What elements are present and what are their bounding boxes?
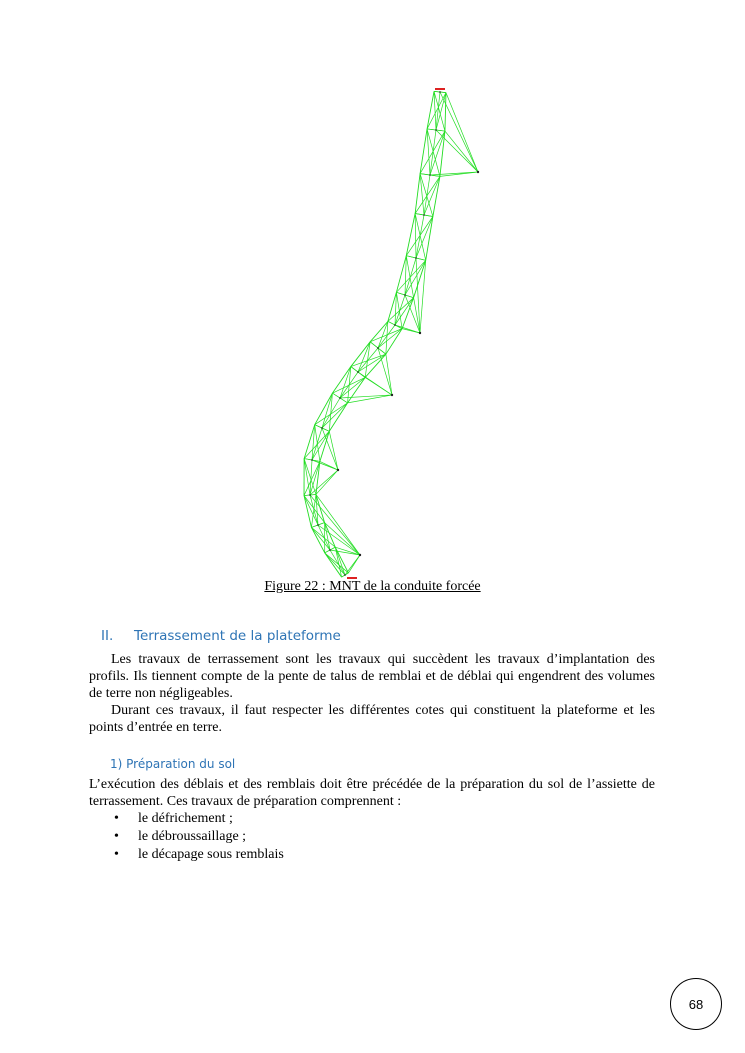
subsection-number: 1) bbox=[110, 757, 123, 771]
mesh-edge bbox=[318, 523, 325, 525]
mesh-edge bbox=[312, 431, 329, 460]
mesh-edge bbox=[415, 214, 424, 215]
mesh-edge bbox=[304, 459, 312, 460]
mesh-edge bbox=[388, 321, 395, 325]
mesh-edge bbox=[415, 214, 416, 258]
mesh-edge bbox=[406, 256, 416, 258]
paragraph-3: L’exécution des déblais et des remblais doit être précédée de la préparation du sol de l’assiette de terrassement. Ces travaux de préparation comprennent : bbox=[89, 777, 655, 809]
paragraph-2: Durant ces travaux, il faut respecter les différentes cotes qui constituent la plateforme et les points d’entrée en terre. bbox=[89, 703, 655, 735]
figure-caption: Figure 22 : MNT de la conduite forcée bbox=[264, 579, 481, 594]
mesh-edge bbox=[345, 555, 360, 575]
bullet-list bbox=[114, 810, 284, 864]
mesh-edge bbox=[395, 325, 420, 333]
mesh-vertex bbox=[423, 214, 425, 216]
mesh-edge bbox=[386, 329, 402, 355]
mesh-edge bbox=[420, 174, 430, 175]
mesh-edge bbox=[358, 372, 392, 395]
mesh-edge bbox=[311, 527, 335, 547]
mesh-vertex bbox=[419, 332, 421, 334]
mesh-edge bbox=[315, 425, 322, 428]
mesh-edge bbox=[311, 527, 324, 552]
mesh-edge bbox=[320, 431, 329, 461]
list-item: • le débroussaillage ; bbox=[114, 829, 247, 844]
mesh-vertex bbox=[344, 574, 346, 576]
mesh-vertex bbox=[321, 427, 323, 429]
mesh-edge bbox=[420, 260, 426, 333]
mesh-vertex bbox=[404, 294, 406, 296]
mesh-edge bbox=[445, 93, 446, 131]
bullet-icon: • bbox=[114, 811, 119, 826]
mesh-vertex bbox=[377, 347, 379, 349]
mesh-edge bbox=[340, 398, 348, 403]
mesh-vertex bbox=[477, 171, 479, 173]
mesh-edge bbox=[329, 403, 347, 431]
mesh-edge bbox=[370, 329, 402, 342]
mesh-edge bbox=[420, 129, 427, 174]
paragraph-1: Les travaux de terrassement sont les travaux qui succèdent les travaux d’implantation des profils. Ils tiennent compte de la pente de talus de remblai et de déblai qui engendrent des volumes de terre non négligeables. bbox=[89, 652, 655, 701]
mesh-edge bbox=[427, 129, 436, 130]
mesh-vertex bbox=[435, 129, 437, 131]
mesh-edge bbox=[332, 367, 350, 394]
mesh-vertex bbox=[339, 397, 341, 399]
mesh-edge bbox=[433, 176, 440, 216]
mesh-edge bbox=[332, 393, 340, 398]
mesh-edge bbox=[316, 470, 338, 494]
section-title: Terrassement de la plateforme bbox=[134, 628, 341, 644]
bullet-icon: • bbox=[114, 847, 119, 862]
subsection-title: Préparation du sol bbox=[126, 757, 236, 771]
page-number: 68 bbox=[670, 978, 722, 1030]
mesh-edge bbox=[316, 494, 360, 555]
mesh-edge bbox=[424, 175, 430, 215]
mesh-vertex bbox=[391, 394, 393, 396]
mesh-edge bbox=[325, 523, 336, 548]
bullet-icon: • bbox=[114, 829, 119, 844]
section-number: II. bbox=[101, 628, 114, 644]
mesh-vertex bbox=[329, 549, 331, 551]
mesh-edge bbox=[370, 342, 378, 348]
list-item: • le décapage sous remblais bbox=[114, 847, 284, 862]
mesh-edge bbox=[304, 431, 329, 458]
mesh-edge bbox=[430, 130, 436, 175]
mesh-edge bbox=[427, 129, 430, 175]
mesh-edge bbox=[405, 256, 406, 295]
mnt-figure bbox=[290, 85, 490, 583]
mesh-vertex bbox=[359, 554, 361, 556]
mesh-vertex bbox=[429, 174, 431, 176]
mesh-edge bbox=[424, 215, 433, 216]
mesh-vertex bbox=[394, 324, 396, 326]
mesh-edge bbox=[446, 93, 478, 172]
mesh-edge bbox=[427, 91, 434, 129]
mesh-edge bbox=[358, 348, 378, 372]
mesh-edge bbox=[348, 377, 366, 402]
subsection-heading bbox=[110, 757, 235, 771]
mesh-edge bbox=[351, 367, 358, 372]
mesh-vertex bbox=[337, 469, 339, 471]
endpoint-marker bbox=[435, 88, 445, 90]
list-item: • le défrichement ; bbox=[114, 811, 233, 826]
mesh-vertex bbox=[415, 257, 417, 259]
mesh-edge bbox=[386, 354, 392, 395]
mesh-edge bbox=[405, 295, 414, 298]
mesh-edge bbox=[426, 216, 433, 260]
mesh-edge bbox=[436, 93, 446, 130]
mesh-edge bbox=[311, 525, 318, 527]
mesh-vertex bbox=[309, 494, 311, 496]
mesh-vertex bbox=[317, 524, 319, 526]
mesh-edge bbox=[416, 258, 426, 260]
mesh-edge bbox=[315, 425, 320, 462]
mesh-edge bbox=[396, 292, 405, 295]
mesh-edge bbox=[427, 129, 440, 176]
mesh-vertex bbox=[311, 459, 313, 461]
section-heading bbox=[101, 628, 341, 644]
mesh-vertex bbox=[357, 371, 359, 373]
mesh-edge bbox=[312, 460, 338, 470]
mesh-vertex bbox=[439, 91, 441, 93]
mesh-edge bbox=[325, 553, 345, 575]
